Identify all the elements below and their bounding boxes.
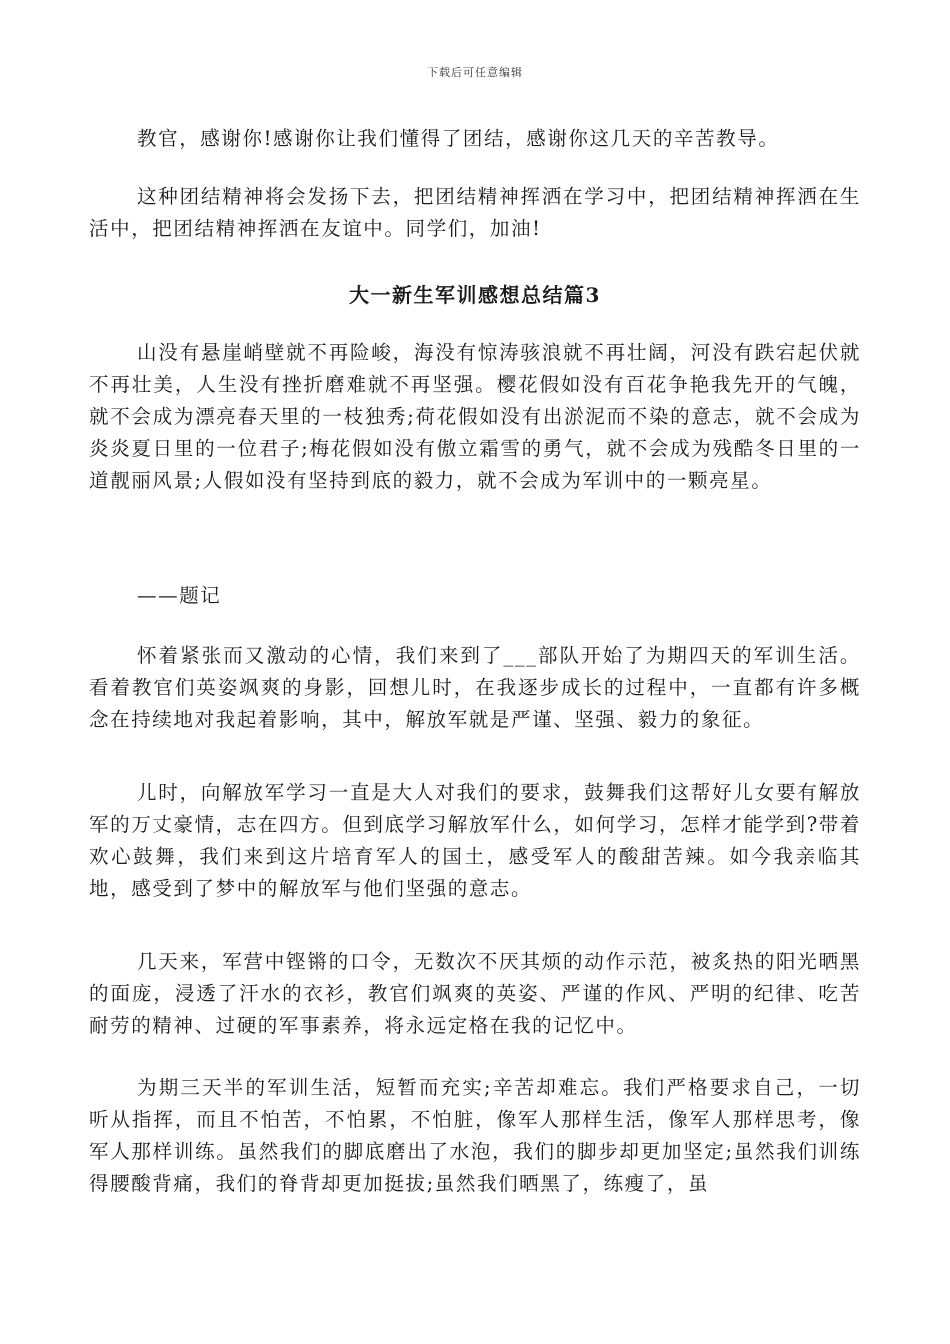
page-header: 下载后可任意编辑 [427, 66, 523, 79]
paragraph-training: 为期三天半的军训生活，短暂而充实;辛苦却难忘。我们严格要求自己，一切听从指挥，而且不怕苦，不怕累，不怕脏，像军人那样生活，像军人那样思考，像军人那样训练。虽然我们的脚底磨出了水泡，我们的脚步却更加坚定;虽然我们训练得腰酸背痛，我们的脊背却更加挺拔;虽然我们晒黑了，练瘦了，虽 [89, 1076, 861, 1195]
paragraph-unity: 这种团结精神将会发扬下去，把团结精神挥洒在学习中，把团结精神挥洒在生活中，把团结精神挥洒在友谊中。同学们，加油! [89, 185, 861, 240]
paragraph-intro: 山没有悬崖峭壁就不再险峻，海没有惊涛骇浪就不再壮阔，河没有跌宕起伏就不再壮美，人生没有挫折磨难就不再坚强。樱花假如没有百花争艳我先开的气魄，就不会成为漂亮春天里的一枝独秀;荷花假如没有出淤泥而不染的意志，就不会成为炎炎夏日里的一位君子;梅花假如没有傲立霜雪的勇气，就不会成为残酷冬日里的一道靓丽风景;人假如没有坚持到底的毅力，就不会成为军训中的一颗亮星。 [89, 341, 861, 492]
paragraph-arrival: 怀着紧张而又激动的心情，我们来到了___部队开始了为期四天的军训生活。看着教官们英姿飒爽的身影，回想儿时，在我逐步成长的过程中，一直都有许多概念在持续地对我起着影响，其中，解放军就是严谨、坚强、毅力的象征。 [89, 644, 861, 731]
paragraph-childhood: 儿时，向解放军学习一直是大人对我们的要求，鼓舞我们这帮好儿女要有解放军的万丈豪情，志在四方。但到底学习解放军什么，如何学习，怎样才能学到?带着欢心鼓舞，我们来到这片培育军人的国土，感受军人的酸甜苦辣。如今我亲临其地，感受到了梦中的解放军与他们坚强的意志。 [89, 781, 861, 900]
paragraph-thanks: 教官，感谢你!感谢你让我们懂得了团结，感谢你这几天的辛苦教导。 [137, 127, 780, 150]
paragraph-camp-days: 几天来，军营中铿锵的口令，无数次不厌其烦的动作示范，被炙热的阳光晒黑的面庞，浸透了汗水的衣衫，教官们飒爽的英姿、严谨的作风、严明的纪律、吃苦耐劳的精神、过硬的军事素养，将永远定格在我的记忆中。 [89, 950, 861, 1037]
paragraph-epigraph: ——题记 [137, 584, 222, 607]
section-title: 大一新生军训感想总结篇3 [349, 283, 601, 307]
